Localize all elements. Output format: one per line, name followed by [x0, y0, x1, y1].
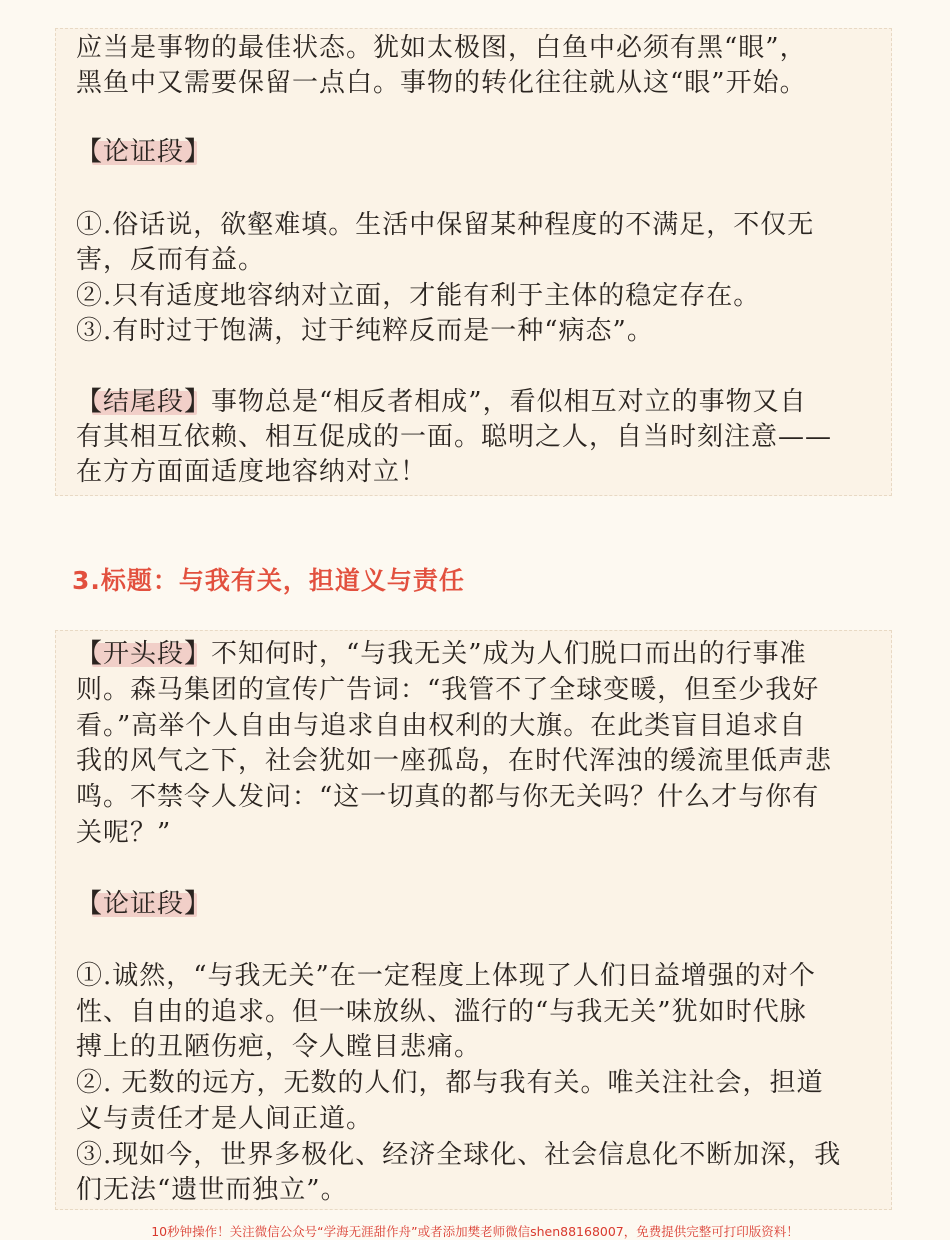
opening-line: 【开头段】不知何时，“与我无关”成为人们脱口而出的行事准 [76, 639, 807, 669]
text-line: 们无法“遗世而独立”。 [76, 1175, 348, 1205]
text-line: 应当是事物的最佳状态。犹如太极图，白鱼中必须有黑“眼”， [76, 33, 807, 63]
text-line: 黑鱼中又需要保留一点白。事物的转化往往就从这“眼”开始。 [76, 68, 807, 98]
argument-label: 【论证段】 [76, 137, 212, 167]
text-line: 鸣。不禁令人发问：“这一切真的都与你无关吗？什么才与你有 [76, 782, 820, 812]
text-line: 关呢？” [76, 818, 172, 848]
text-line: ①.俗话说，欲壑难填。生活中保留某种程度的不满足，不仅无 [76, 210, 815, 240]
section-title: 3.标题：与我有关，担道义与责任 [72, 566, 465, 595]
text-line: 搏上的丑陋伤疤，令人瞠目悲痛。 [76, 1032, 482, 1062]
text-line: ③.有时过于饱满，过于纯粹反而是一种“病态”。 [76, 316, 654, 346]
text-line: 性、自由的追求。但一味放纵、滥行的“与我无关”犹如时代脉 [76, 997, 807, 1027]
text-line: 则。森马集团的宣传广告词：“我管不了全球变暖，但至少我好 [76, 675, 820, 705]
footer-notice: 10秒钟操作！关注微信公众号“学海无涯甜作舟”或者添加樊老师微信shen88168007，免费提供完整可打印版资料！ [151, 1224, 799, 1239]
text-line: 义与责任才是人间正道。 [76, 1104, 374, 1134]
text-line: 有其相互依赖、相互促成的一面。聪明之人，自当时刻注意—— [76, 422, 833, 452]
text-line: 在方方面面适度地容纳对立！ [76, 457, 428, 487]
text-line: 看。”高举个人自由与追求自由权利的大旗。在此类盲目追求自 [76, 711, 807, 741]
text-line: ②.只有适度地容纳对立面，才能有利于主体的稳定存在。 [76, 281, 761, 311]
essay-card-2 [55, 630, 892, 1210]
argument-label: 【论证段】 [76, 889, 212, 919]
text-line: ③.现如今，世界多极化、经济全球化、社会信息化不断加深，我 [76, 1140, 842, 1170]
text-line: 害，反而有益。 [76, 245, 266, 275]
essay-card-1 [55, 28, 892, 496]
text-line: 我的风气之下，社会犹如一座孤岛，在时代浑浊的缓流里低声悲 [76, 746, 833, 776]
text-line: ①.诚然，“与我无关”在一定程度上体现了人们日益增强的对个 [76, 961, 816, 991]
conclusion-line: 【结尾段】事物总是“相反者相成”，看似相互对立的事物又自 [76, 387, 807, 417]
text-line: ②. 无数的远方，无数的人们，都与我有关。唯关注社会，担道 [76, 1068, 824, 1098]
